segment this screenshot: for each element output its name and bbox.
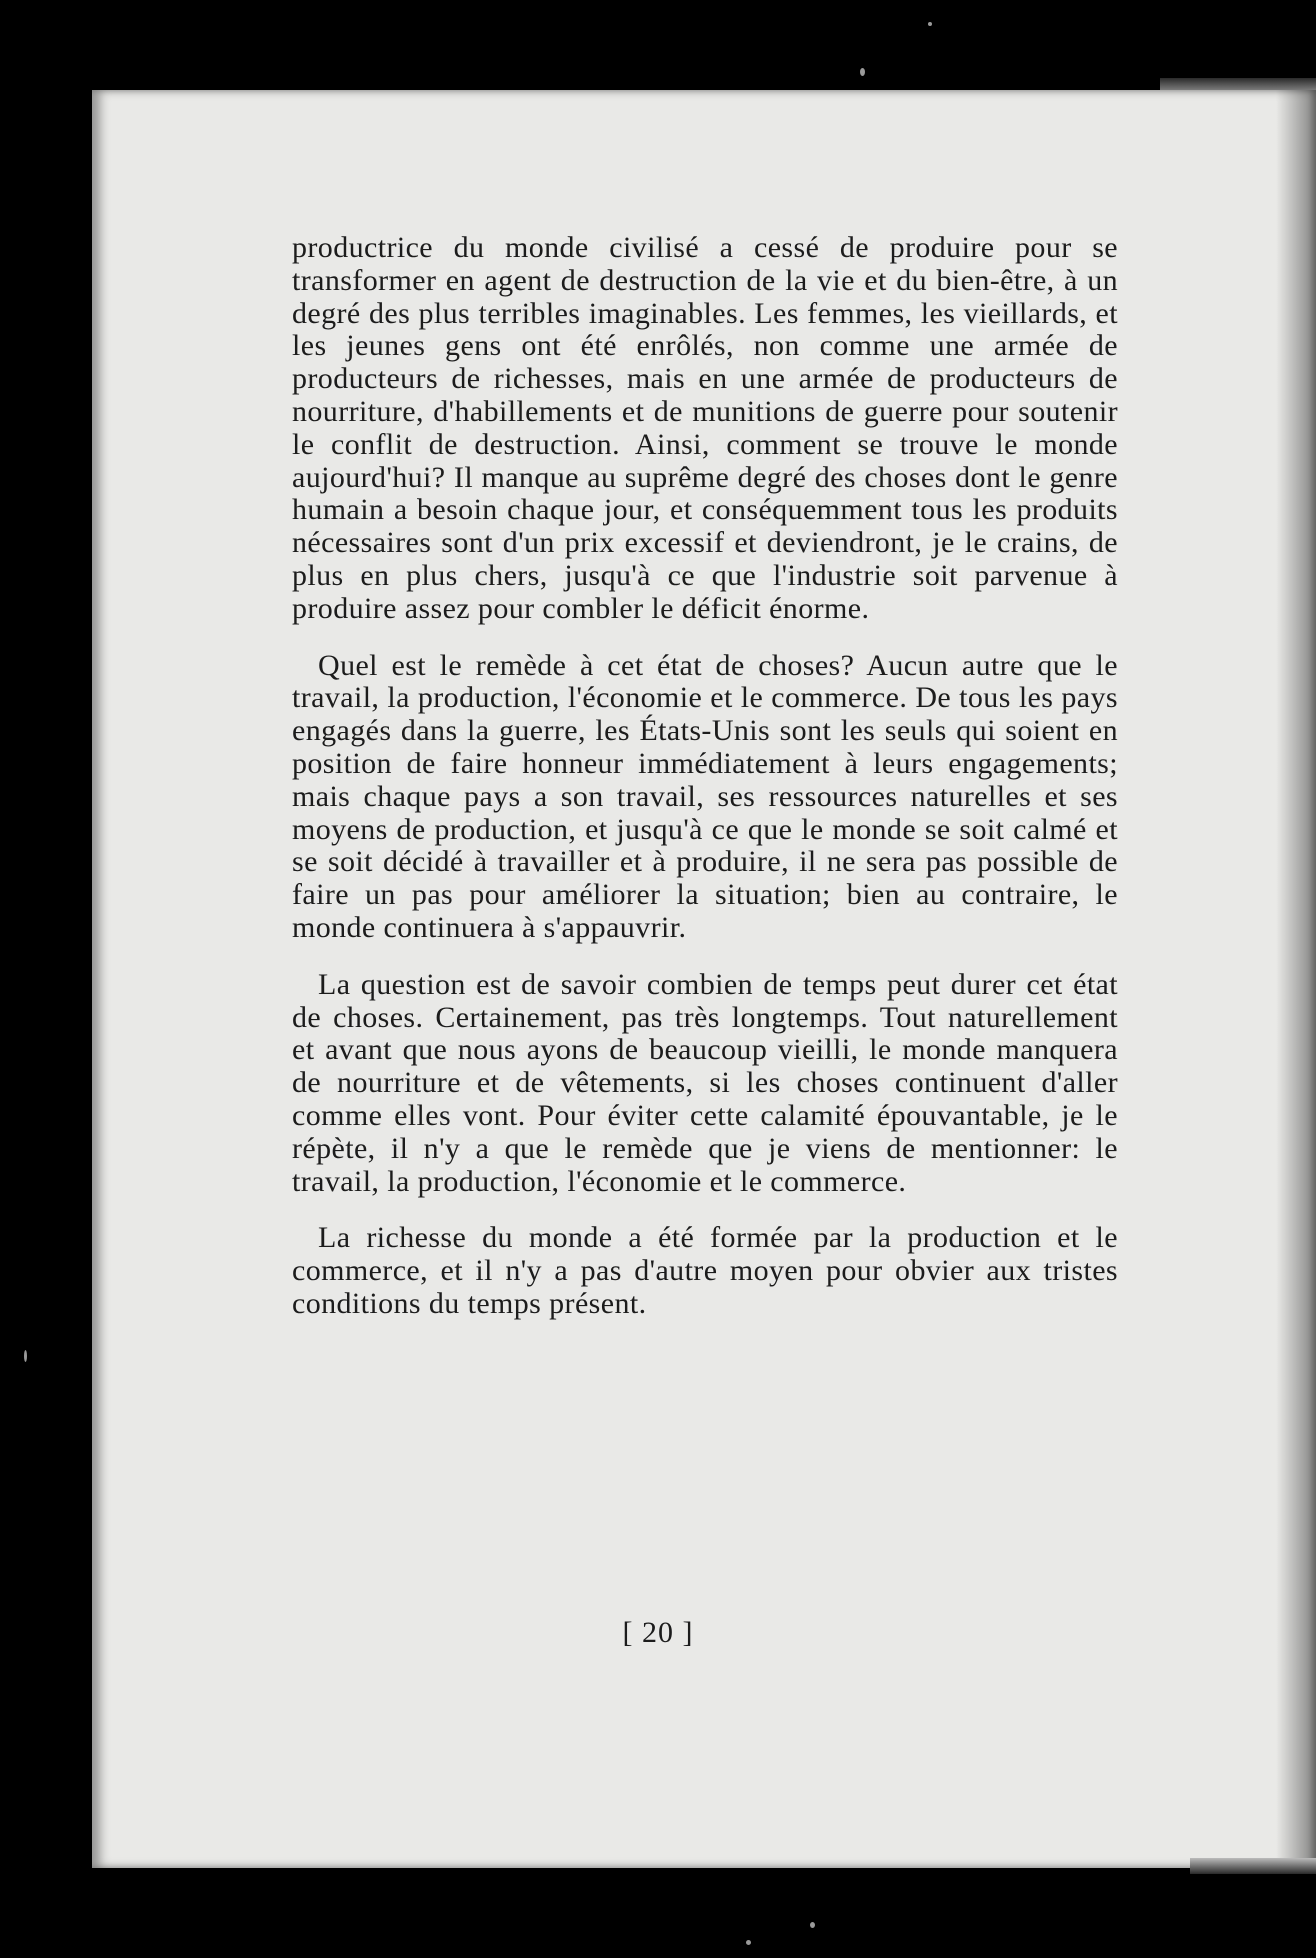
dust-speck: [746, 1940, 751, 1945]
body-text: [292, 232, 1118, 1345]
dust-speck: [24, 1350, 27, 1362]
dust-speck: [810, 1922, 815, 1928]
paragraph: Quel est le remède à cet état de choses? Aucun autre que le travail, la production, l'économie et le commerce. De tous les pays engagés dans la guerre, les États-Unis sont les seuls qui soient en position de faire honneur immédiatement à leurs engagements; mais chaque pays a son travail, ses ressources naturelles et ses moyens de production, et jusqu'à ce que le monde se soit calmé et se soit décidé à travailler et à produire, il ne sera pas possible de faire un pas pour améliorer la situation; bien au contraire, le monde continuera à s'appauvrir.: [292, 648, 1118, 944]
page-number: [ 20 ]: [622, 1616, 694, 1649]
paragraph: La question est de savoir combien de temps peut durer cet état de choses. Certainement, pas très longtemps. Tout naturellement et avant que nous ayons de beaucoup vieilli, le monde manquera de nourriture et de vêtements, si les choses continuent d'aller comme elles vont. Pour éviter cette calamité épouvantable, je le répète, il n'y a que le remède que je viens de mentionner: le travail, la production, l'économie et le commerce.: [292, 967, 1118, 1198]
dust-speck: [928, 22, 932, 26]
page-right-edge-shadow: [1276, 90, 1316, 1868]
paragraph: productrice du monde civilisé a cessé de produire pour se transformer en agent de destruction de la vie et du bien-être, à un degré des plus terribles imaginables. Les femmes, les vieillards, et les jeunes gens ont été enrôlés, non comme une armée de producteurs de richesses, mais en une armée de producteurs de nourriture, d'habillements et de munitions de guerre pour soutenir le conflit de destruction. Ainsi, comment se trouve le monde aujourd'hui? Il manque au suprême degré des choses dont le genre humain a besoin chaque jour, et conséquemment tous les produits nécessaires sont d'un prix excessif et deviendront, je le crains, de plus en plus chers, jusqu'à ce que l'industrie soit parvenue à produire assez pour combler le déficit énorme.: [292, 231, 1118, 625]
paragraph: La richesse du monde a été formée par la production et le commerce, et il n'y a pas d'autre moyen pour obvier aux tristes conditions du temps présent.: [292, 1221, 1118, 1320]
dust-speck: [860, 68, 865, 76]
page-fold-bottom: [1190, 1858, 1316, 1874]
